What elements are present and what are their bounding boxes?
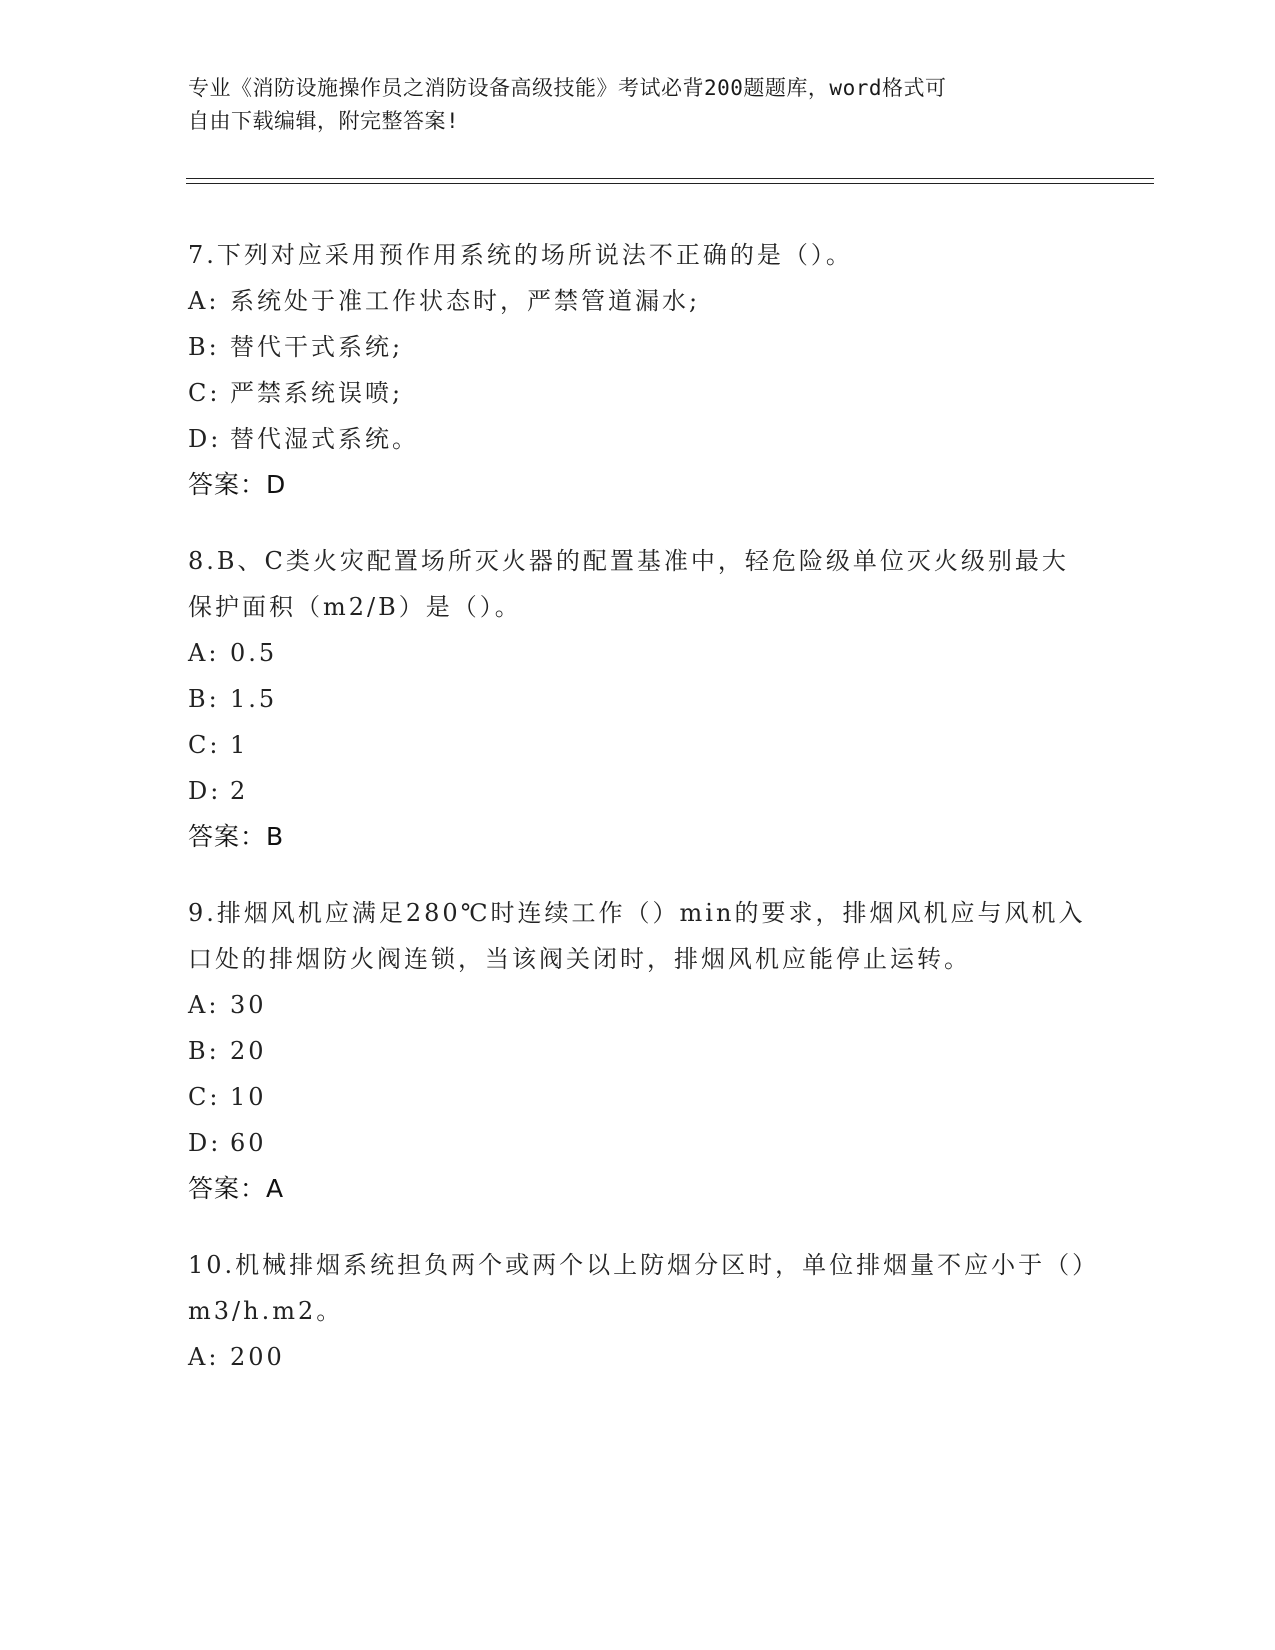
header-line-2: 自由下载编辑，附完整答案! bbox=[188, 109, 460, 133]
option-a: A: 系统处于准工作状态时，严禁管道漏水; bbox=[188, 287, 701, 315]
option-d: D: 2 bbox=[188, 777, 249, 805]
header-divider-top bbox=[186, 178, 1154, 179]
document-header bbox=[188, 72, 1088, 138]
option-a: A: 30 bbox=[188, 991, 267, 1019]
question-text: 9.排烟风机应满足280℃时连续工作（）min的要求，排烟风机应与风机入口处的排烟防火阀连锁，当该阀关闭时，排烟风机应能停止运转。 bbox=[188, 899, 1086, 973]
answer: 答案：A bbox=[188, 1174, 285, 1203]
option-d: D: 替代湿式系统。 bbox=[188, 425, 419, 453]
option-b: B: 20 bbox=[188, 1037, 267, 1065]
header-divider-bottom bbox=[186, 183, 1154, 184]
option-a: A: 0.5 bbox=[188, 639, 278, 667]
option-c: C: 严禁系统误喷; bbox=[188, 379, 404, 407]
header-line-1: 专业《消防设施操作员之消防设备高级技能》考试必背200题题库，word格式可 bbox=[188, 76, 947, 100]
option-b: B: 1.5 bbox=[188, 685, 278, 713]
option-d: D: 60 bbox=[188, 1129, 267, 1157]
question-text: 8.B、C类火灾配置场所灭火器的配置基准中，轻危险级单位灭火级别最大保护面积（m2/B）是（）。 bbox=[188, 547, 1069, 621]
question-text: 10.机械排烟系统担负两个或两个以上防烟分区时，单位排烟量不应小于（）m3/h.m2。 bbox=[188, 1251, 1088, 1325]
question-list bbox=[188, 232, 1088, 1410]
option-a: A: 200 bbox=[188, 1343, 285, 1371]
option-c: C: 10 bbox=[188, 1083, 267, 1111]
answer: 答案：B bbox=[188, 822, 285, 851]
answer: 答案：D bbox=[188, 470, 287, 499]
option-b: B: 替代干式系统; bbox=[188, 333, 404, 361]
question-text: 7.下列对应采用预作用系统的场所说法不正确的是（）。 bbox=[188, 241, 853, 269]
question-8 bbox=[188, 538, 1088, 860]
option-c: C: 1 bbox=[188, 731, 249, 759]
question-10 bbox=[188, 1242, 1088, 1380]
question-7 bbox=[188, 232, 1088, 508]
question-9 bbox=[188, 890, 1088, 1212]
